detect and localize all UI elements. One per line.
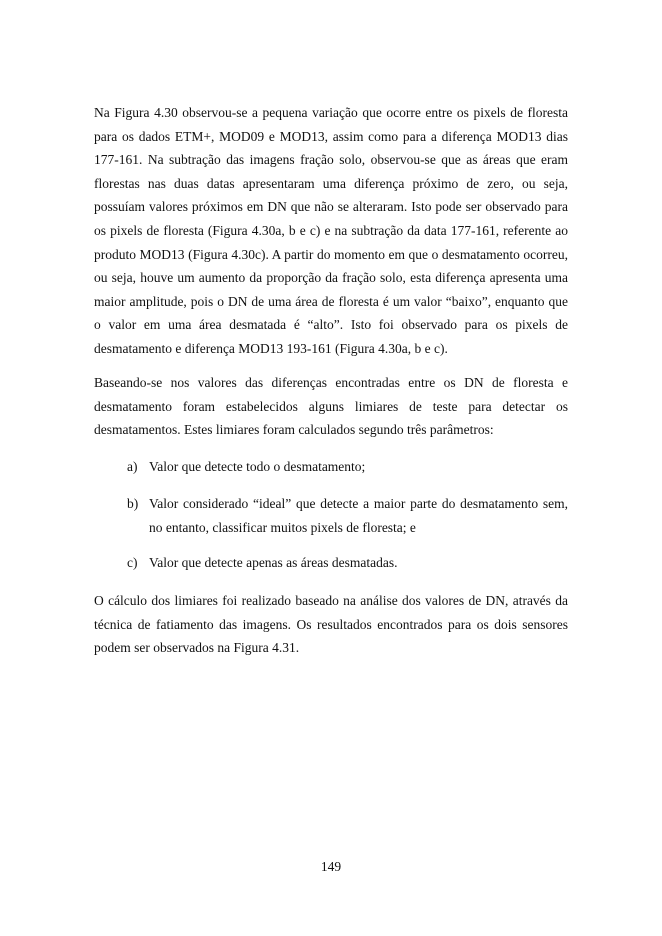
paragraph-threshold-definition: Baseando-se nos valores das diferenças encontradas entre os DN de floresta e desmatamento foram estabelecidos alguns limiares de teste para detectar os desmatamentos. Estes limiares foram calculados segundo três parâmetros: [94,375,568,438]
list-item-text: Valor que detecte apenas as áreas desmatadas. [149,555,398,570]
list-marker: a) [127,459,138,474]
paragraph-threshold-calculation: O cálculo dos limiares foi realizado baseado na análise dos valores de DN, através da técnica de fatiamento das imagens. Os resultados encontrados para os dois sensores podem ser observados na Figura 4.31. [94,593,568,656]
list-marker: c) [127,555,138,570]
paragraph-figure-4-30-analysis: Na Figura 4.30 observou-se a pequena variação que ocorre entre os pixels de floresta para os dados ETM+, MOD09 e MOD13, assim como para a diferença MOD13 dias 177-161. Na subtração das imagens fração solo, observou-se que as áreas que eram florestas nas duas datas apresentaram uma diferença próximo de zero, ou seja, possuíam valores próximos em DN que não se alteraram. Isto pode ser observado para os pixels de floresta (Figura 4.30a, b e c) e na subtração da data 177-161, referente ao produto MOD13 (Figura 4.30c). A partir do momento em que o desmatamento ocorreu, ou seja, houve um aumento da proporção da fração solo, esta diferença apresenta uma maior amplitude, pois o DN de uma área de floresta é um valor “baixo”, enquanto que o valor em uma área desmatada é “alto”. Isto foi observado para os pixels de desmatamento e diferença MOD13 193-161 (Figura 4.30a, b e c). [94,105,568,356]
list-item-text: Valor que detecte todo o desmatamento; [149,459,366,474]
page-number: 149 [320,859,342,874]
list-marker: b) [127,496,139,511]
list-item-text: Valor considerado “ideal” que detecte a maior parte do desmatamento sem, no entanto, classificar muitos pixels de floresta; e [149,496,568,535]
